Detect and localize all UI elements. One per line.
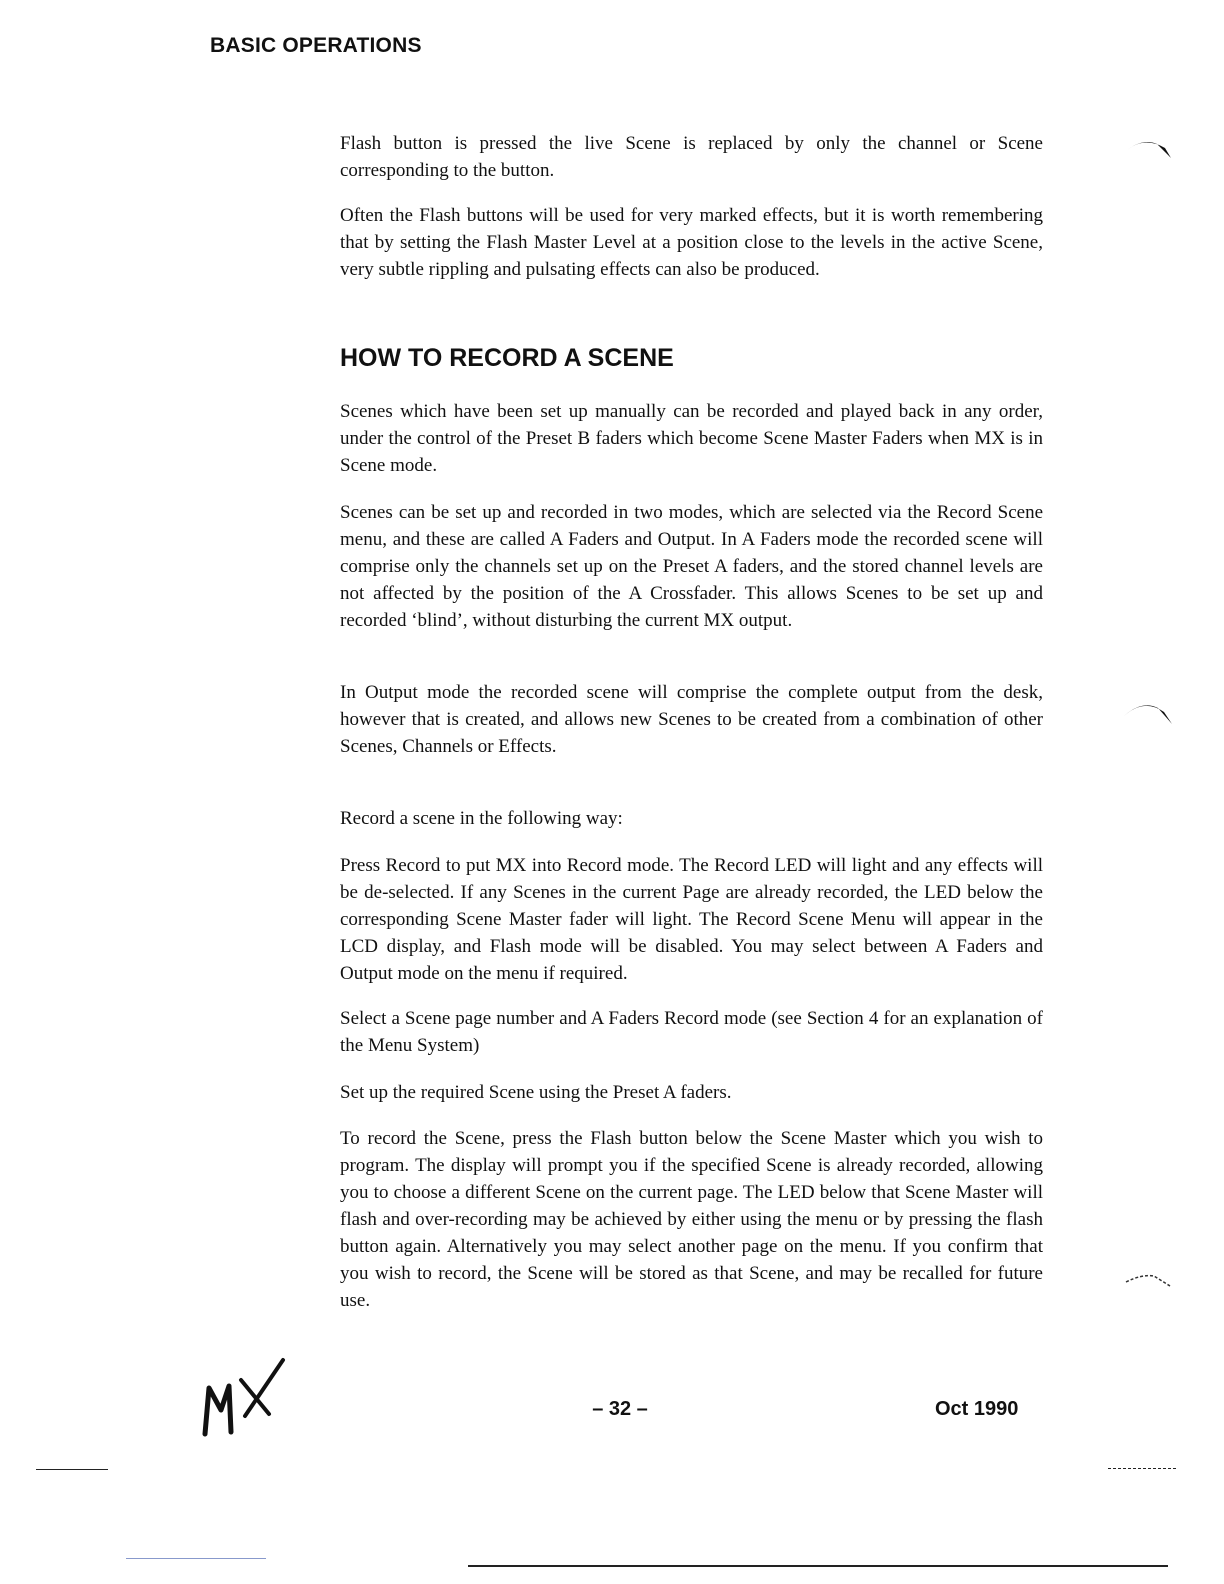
running-header: BASIC OPERATIONS	[210, 34, 422, 57]
paragraph: Often the Flash buttons will be used for very marked effects, but it is worth remembering that by setting the Flash Master Level at a position close to the levels in the active Scene, very subtle rippling and pulsating effects can also be produced.	[340, 205, 1043, 280]
scan-rule	[468, 1565, 1168, 1567]
paragraph: Scenes can be set up and recorded in two modes, which are selected via the Record Scene menu, and these are called A Faders and Output. In A Faders mode the recorded scene will comprise only the channels set up on the Preset A faders, and the stored channel levels are not affected by the position of the A Crossfader. This allows Scenes to be set up and recorded ‘blind’, without disturbing the current MX output.	[340, 502, 1043, 631]
intro-block	[340, 130, 1043, 184]
footer-date: Oct 1990	[935, 1398, 1019, 1420]
section-heading: HOW TO RECORD A SCENE	[340, 344, 674, 372]
paragraph: In Output mode the recorded scene will comprise the complete output from the desk, however that is created, and allows new Scenes to be created from a combination of other Scenes, Channels or Effects.	[340, 682, 1043, 757]
scan-rule	[126, 1558, 266, 1559]
section-paragraph	[340, 679, 1043, 760]
paragraph: Set up the required Scene using the Preset A faders.	[340, 1082, 732, 1103]
step-paragraph	[340, 1005, 1043, 1059]
paragraph: Press Record to put MX into Record mode. The Record LED will light and any effects will be de-selected. If any Scenes in the current Page are already recorded, the LED below the corresponding Scene Master fader will light. The Record Scene Menu will appear in the LCD display, and Flash mode will be disabled. You may select between A Faders and Output mode on the menu if required.	[340, 855, 1043, 984]
binder-mark	[1125, 136, 1175, 162]
paragraph: Record a scene in the following way:	[340, 808, 623, 829]
paragraph: Select a Scene page number and A Faders Record mode (see Section 4 for an explanation of the Menu System)	[340, 1008, 1043, 1056]
paragraph: Flash button is pressed the live Scene is replaced by only the channel or Scene corresponding to the button.	[340, 133, 1043, 181]
mx-logo	[195, 1352, 295, 1442]
binder-mark	[1122, 700, 1174, 728]
scan-rule	[36, 1469, 108, 1470]
page-number: – 32 –	[592, 1398, 648, 1420]
paragraph: To record the Scene, press the Flash button below the Scene Master which you wish to program. The display will prompt you if the specified Scene is already recorded, allowing you to choose a different Scene on the current page. The LED below that Scene Master will flash and over-recording may be achieved by either using the menu or by pressing the flash button again. Alternatively you may select another page on the menu. If you confirm that you wish to record, the Scene will be stored as that Scene, and may be recalled for future use.	[340, 1128, 1043, 1311]
steps-intro	[340, 805, 1043, 832]
step-paragraph	[340, 1079, 1043, 1106]
scan-rule	[1108, 1468, 1176, 1469]
section-paragraph	[340, 499, 1043, 634]
step-paragraph	[340, 1125, 1043, 1314]
step-paragraph	[340, 852, 1043, 987]
section-paragraph	[340, 398, 1043, 479]
mx-logo-m-stroke	[205, 1386, 231, 1434]
paragraph: Scenes which have been set up manually can be recorded and played back in any order, under the control of the Preset B faders which become Scene Master Faders when MX is in Scene mode.	[340, 401, 1043, 476]
binder-mark	[1124, 1270, 1174, 1290]
intro-block	[340, 202, 1043, 283]
